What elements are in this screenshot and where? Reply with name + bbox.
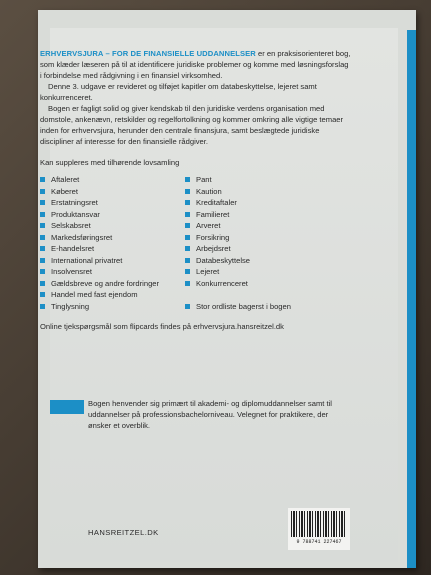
square-bullet-icon	[185, 189, 190, 194]
accent-bar	[50, 400, 84, 414]
square-bullet-icon	[40, 212, 45, 217]
square-bullet-icon	[185, 212, 190, 217]
law-item	[185, 186, 335, 198]
square-bullet-icon	[40, 235, 45, 240]
law-item	[40, 220, 177, 232]
law-item	[185, 278, 335, 290]
law-item	[185, 255, 335, 267]
law-item	[40, 266, 177, 278]
square-bullet-icon	[40, 304, 45, 309]
law-item	[40, 278, 177, 290]
square-bullet-icon	[40, 258, 45, 263]
law-label: Gældsbreve og andre fordringer	[51, 278, 160, 288]
square-bullet-icon	[185, 258, 190, 263]
law-item	[40, 232, 177, 244]
square-bullet-icon	[40, 189, 45, 194]
law-item	[185, 174, 335, 186]
description-paragraph: Bogen er fagligt solid og giver kendskab til den juridiske verdens organisation med domstole, ankenævn, retskilder og regelfortolkning og kommer omkring alle vigtige temaer inden for erhvervsjura, herunder den centrale finansjura, samt beslægtede juridiske discipliner af interesse for den finansielle rådgiver.	[40, 104, 344, 146]
laws-heading: Kan suppleres med tilhørende lovsamling	[40, 158, 180, 167]
law-label: Forsikring	[196, 232, 230, 242]
square-bullet-icon	[185, 223, 190, 228]
law-label: Køberet	[51, 186, 79, 196]
square-bullet-icon	[40, 177, 45, 182]
law-label: Kaution	[196, 186, 222, 196]
barcode	[288, 508, 350, 550]
square-bullet-icon	[185, 246, 190, 251]
law-item	[185, 220, 335, 232]
law-label: Produktansvar	[51, 209, 100, 219]
book-title: ERHVERVSJURA – FOR DE FINANSIELLE UDDANNELSER	[40, 49, 256, 58]
barcode-bars	[291, 511, 347, 537]
law-item	[40, 209, 177, 221]
law-item	[40, 301, 177, 313]
blue-spine-edge	[407, 30, 416, 568]
law-item	[40, 174, 177, 186]
square-bullet-icon	[40, 269, 45, 274]
law-label: Arveret	[196, 221, 221, 231]
square-bullet-icon	[40, 223, 45, 228]
blurb	[40, 48, 352, 332]
intro-text: er en praksisorienteret bog, som klæder læseren på til at identificere juridiske problemer og komme med løsningsforslag i forbindelse med rådgivning i en finansiel virksomhed.	[40, 49, 351, 80]
law-label: Lejeret	[196, 267, 220, 277]
law-label: Stor ordliste bagerst i bogen	[196, 301, 291, 311]
square-bullet-icon	[185, 235, 190, 240]
square-bullet-icon	[40, 200, 45, 205]
law-label: Kreditaftaler	[196, 198, 237, 208]
law-label: Handel med fast ejendom	[51, 290, 138, 300]
law-item	[185, 232, 335, 244]
law-item	[185, 289, 335, 301]
square-bullet-icon	[185, 304, 190, 309]
laws-list	[40, 174, 352, 312]
law-item	[40, 243, 177, 255]
intro-paragraph	[40, 48, 352, 81]
law-label: Databeskyttelse	[196, 255, 251, 265]
edition-paragraph: Denne 3. udgave er revideret og tilføjet kapitler om databeskyttelse, lejeret samt konkurrenceret.	[40, 82, 317, 102]
square-bullet-icon	[185, 269, 190, 274]
law-label: Erstatningsret	[51, 198, 98, 208]
law-label: Konkurrenceret	[196, 278, 248, 288]
law-label: Insolvensret	[51, 267, 92, 277]
law-item	[40, 255, 177, 267]
law-item	[185, 209, 335, 221]
law-item	[185, 243, 335, 255]
law-label: Pant	[196, 175, 212, 185]
audience-paragraph: Bogen henvender sig primært til akademi- og diplomuddannelser samt til uddannelser på professionsbachelorniveau. Velegnet for praktikere, der ønsker et overblik.	[88, 399, 332, 430]
law-label: Selskabsret	[51, 221, 91, 231]
square-bullet-icon	[40, 246, 45, 251]
online-note: Online tjekspørgsmål som flipcards findes på erhvervsjura.hansreitzel.dk	[40, 322, 284, 331]
law-item	[40, 197, 177, 209]
isbn-number: 9 788741 227467	[296, 539, 342, 545]
law-label: E-handelsret	[51, 244, 95, 254]
law-label: International privatret	[51, 255, 123, 265]
law-item	[40, 289, 177, 301]
law-item	[40, 186, 177, 198]
square-bullet-icon	[185, 177, 190, 182]
law-item	[185, 197, 335, 209]
publisher-url: HANSREITZEL.DK	[88, 528, 159, 537]
law-item	[185, 266, 335, 278]
law-item	[185, 301, 335, 313]
law-label: Familieret	[196, 209, 230, 219]
square-bullet-icon	[40, 292, 45, 297]
square-bullet-icon	[185, 281, 190, 286]
law-label: Aftaleret	[51, 175, 80, 185]
square-bullet-icon	[185, 200, 190, 205]
law-label: Markedsføringsret	[51, 232, 113, 242]
law-label: Arbejdsret	[196, 244, 231, 254]
square-bullet-icon	[40, 281, 45, 286]
law-label: Tinglysning	[51, 301, 90, 311]
